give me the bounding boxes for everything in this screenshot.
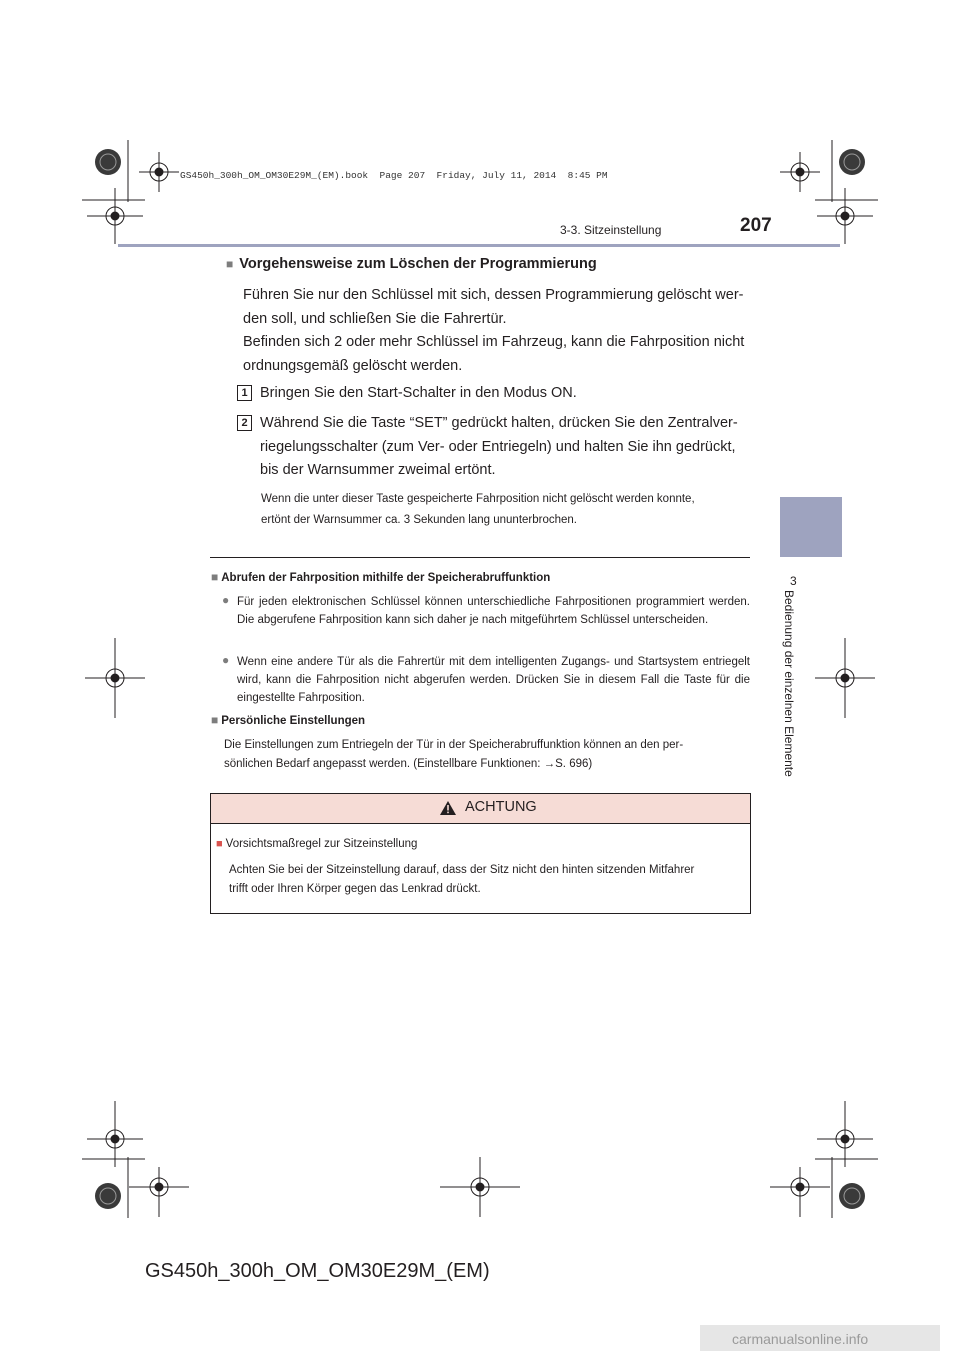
warning-triangle-icon [439, 800, 457, 816]
note-bullet-2: ● Wenn eine andere Tür als die Fahrertür mit dem intelligenten Zugangs- und Startsystem entriegelt wird, kann die Fahrposition nicht abgerufen werden. Drücken Sie in diesem Fall die Taste für die eingestellte Fahrposition. [222, 653, 750, 704]
personal-settings-text: Die Einstellungen zum Entriegeln der Tür in der Speicherabruffunktion können an den per- sönlichen Bedarf angepasst werden. (Einstellbare Funktionen: →S. 696) [224, 739, 684, 770]
caution-title: ACHTUNG [465, 799, 537, 815]
square-bullet-icon: ■ [211, 713, 219, 727]
section-divider [210, 557, 750, 558]
document-code: GS450h_300h_OM_OM30E29M_(EM) [145, 1260, 490, 1282]
step-number-box: 2 [237, 415, 252, 431]
caution-header [211, 794, 750, 824]
chapter-number: 3 [790, 574, 797, 588]
step-note: Wenn die unter dieser Taste gespeicherte Fahrposition nicht gelöscht werden konnte, ertönt der Warnsummer ca. 3 Sekunden lang ununterbrochen. [261, 493, 695, 526]
caution-text: Achten Sie bei der Sitzeinstellung darauf, dass der Sitz nicht den hinten sitzenden Mitfahrer trifft oder Ihren Körper gegen das Lenkrad drückt. [229, 864, 695, 895]
page-number: 207 [740, 215, 772, 236]
chapter-tab [780, 497, 842, 557]
intro-paragraph: Führen Sie nur den Schlüssel mit sich, dessen Programmierung gelöscht wer- den soll, und schließen Sie die Fahrertür. Befinden sich 2 oder mehr Schlüssel im Fahrzeug, kann die Fahrposition nicht ordnungsgemäß gelöscht werden. [243, 287, 745, 374]
main-heading: ■ Vorgehensweise zum Löschen der Programmierung [226, 256, 597, 272]
square-bullet-icon: ■ [211, 570, 219, 584]
step-2-text: Während Sie die Taste “SET” gedrückt halten, drücken Sie den Zentralver- riegelungsschalter (zum Ver- oder Entriegeln) und halten Sie ihn gedrückt, bis der Warnsummer zweimal ertönt. [260, 415, 738, 478]
section-title: 3-3. Sitzeinstellung [560, 223, 662, 237]
print-file-info: GS450h_300h_OM_OM30E29M_(EM).book Page 207 Friday, July 11, 2014 8:45 PM [180, 170, 608, 181]
caution-heading: ■ Vorsichtsmaßregel zur Sitzeinstellung [216, 838, 418, 850]
step-number-box: 1 [237, 385, 252, 401]
round-bullet-icon: ● [222, 653, 230, 667]
watermark: carmanualsonline.info [732, 1331, 869, 1347]
note-heading-recall: ■ Abrufen der Fahrposition mithilfe der Speicherabruffunktion [211, 570, 551, 584]
step-1-text: Bringen Sie den Start-Schalter in den Modus ON. [260, 385, 577, 401]
chapter-label: Bedienung der einzelnen Elemente [782, 590, 796, 777]
note-heading-personal: ■ Persönliche Einstellungen [211, 713, 366, 727]
header-rule [118, 244, 840, 247]
square-bullet-icon: ■ [226, 257, 234, 271]
square-bullet-icon: ■ [216, 838, 223, 850]
note-bullet-1: ● Für jeden elektronischen Schlüssel können unterschiedliche Fahrpositionen programmiert werden. Die abgerufene Fahrposition kann sich daher je nach mitgeführtem Schlüssel unterscheiden. [222, 593, 750, 626]
caution-box [210, 793, 751, 914]
round-bullet-icon: ● [222, 593, 230, 607]
